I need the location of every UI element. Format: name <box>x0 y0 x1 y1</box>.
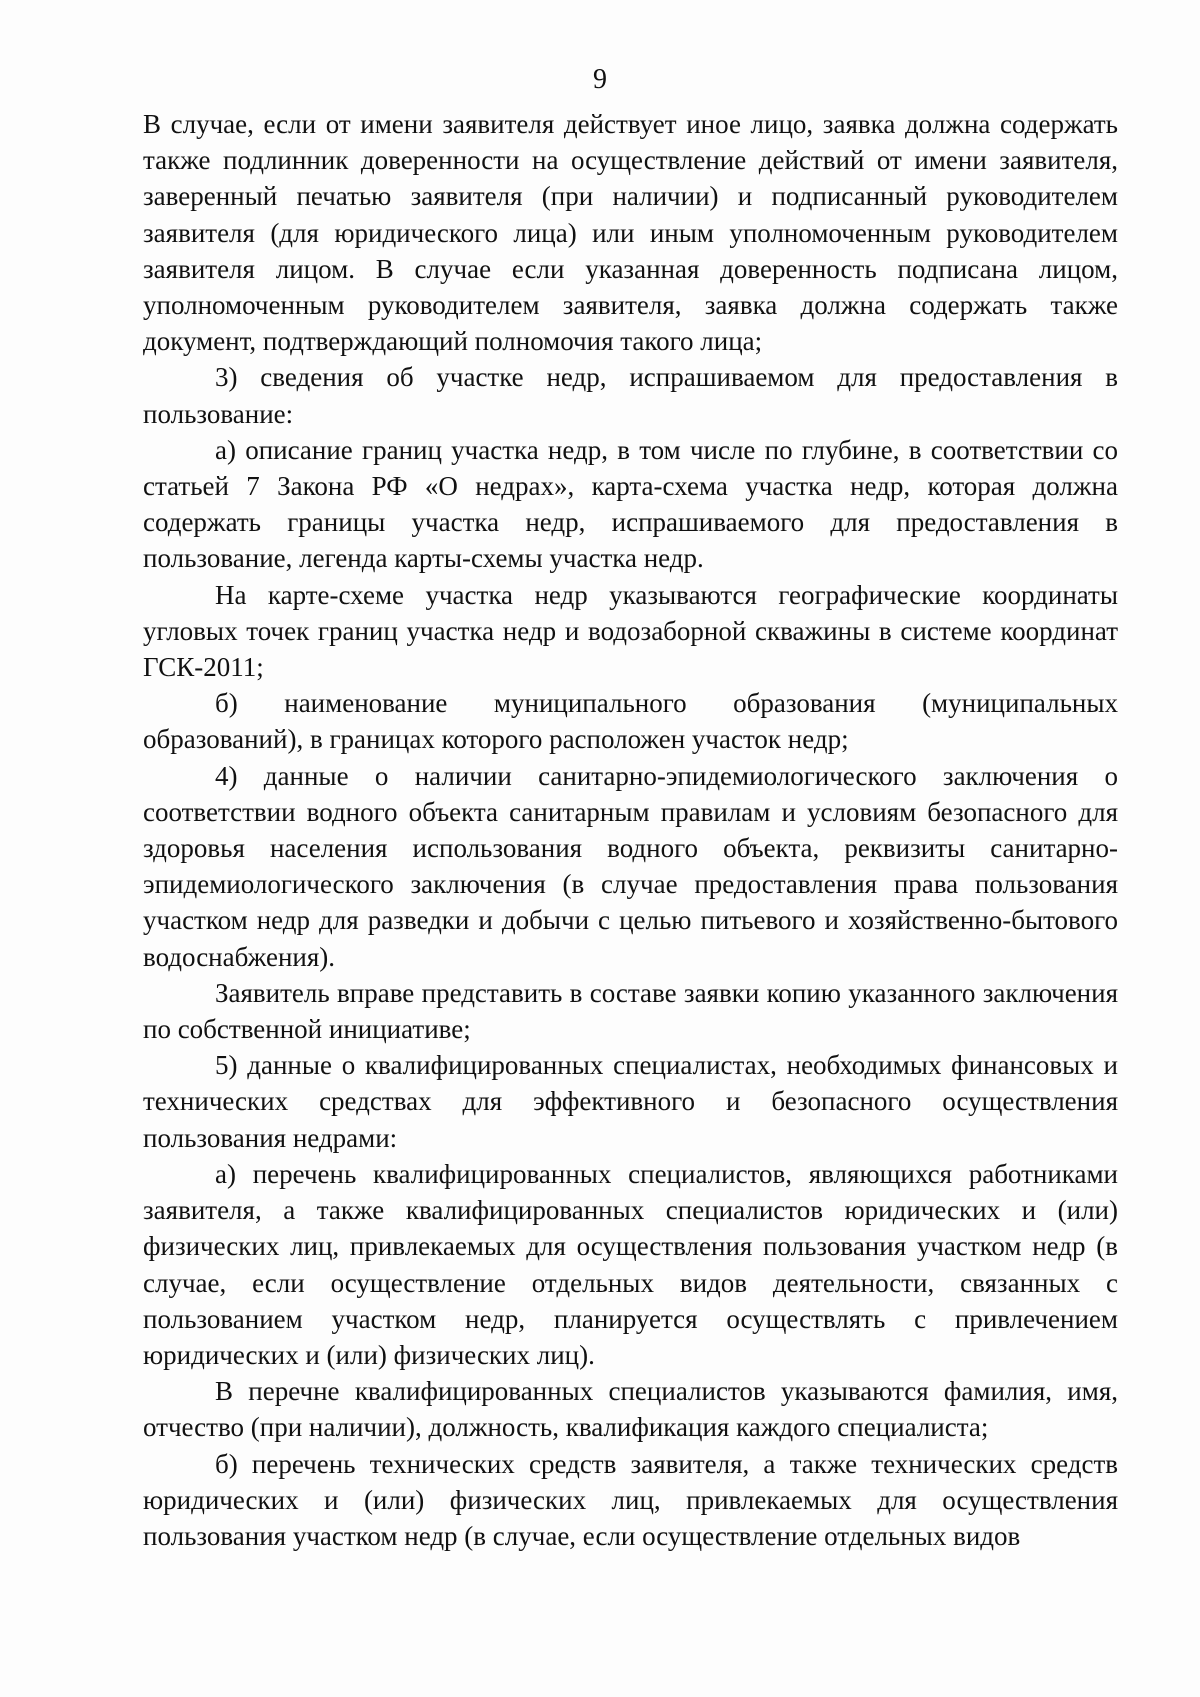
paragraph-representative-authority: В случае, если от имени заявителя действует иное лицо, заявка должна содержать также подлинник доверенности на осуществление действий от имени заявителя, заверенный печатью заявителя (при наличии) и подписанный руководителем заявителя (для юридического лица) или иным уполномоченным руководителем заявителя лицом. В случае если указанная доверенность подписана лицом, уполномоченным руководителем заявителя, заявка должна содержать также документ, подтверждающий полномочия такого лица; <box>143 109 1118 357</box>
paragraph-item-5-specialists: 5) данные о квалифицированных специалистах, необходимых финансовых и технических средствах для эффективного и безопасного осуществления пользования недрами: <box>143 1050 1118 1153</box>
paragraph-item-5b-technical-means: б) перечень технических средств заявителя, а также технических средств юридических и (или) физических лиц, привлекаемых для осуществления пользования участком недр (в случае, если осуществление отдельных видов <box>143 1448 1118 1551</box>
page-number: 9 <box>593 64 607 95</box>
document-body <box>143 106 1118 1554</box>
paragraph-map-coordinates: На карте-схеме участка недр указываются географические координаты угловых точек границ участка недр и водозаборной скважины в системе координат ГСК-2011; <box>143 579 1118 683</box>
paragraph-item-3b-municipality: б) наименование муниципального образования (муниципальных образований), в границах которого расположен участок недр; <box>143 688 1118 755</box>
paragraph-item-4-sanitary-conclusion: 4) данные о наличии санитарно-эпидемиологического заключения о соответствии водного объекта санитарным правилам и условиям безопасного для здоровья населения использования водного объекта, реквизиты санитарно-эпидемиологического заключения (в случае предоставления права пользования участком недр для разведки и добычи с целью питьевого и хозяйственно-бытового водоснабжения). <box>143 760 1118 972</box>
paragraph-item-3a-boundaries: а) описание границ участка недр, в том числе по глубине, в соответствии со статьей 7 Закона РФ «О недрах», карта-схема участка недр, которая должна содержать границы участка недр, испрашиваемого для предоставления в пользование, легенда карты-схемы участка недр. <box>143 434 1118 574</box>
paragraph-specialists-details: В перечне квалифицированных специалистов указываются фамилия, имя, отчество (при наличии), должность, квалификация каждого специалиста; <box>143 1376 1118 1443</box>
paragraph-item-3-subsoil-info: 3) сведения об участке недр, испрашиваемом для предоставления в пользование: <box>143 362 1118 429</box>
paragraph-applicant-copy-right: Заявитель вправе представить в составе заявки копию указанного заключения по собственной инициативе; <box>143 977 1118 1045</box>
paragraph-item-5a-specialists-list: а) перечень квалифицированных специалистов, являющихся работниками заявителя, а также квалифицированных специалистов юридических и (или) физических лиц, привлекаемых для осуществления пользования участком недр (в случае, если осуществление отдельных видов деятельности, связанных с пользованием участком недр, планируется осуществлять с привлечением юридических и (или) физических лиц). <box>143 1158 1118 1370</box>
